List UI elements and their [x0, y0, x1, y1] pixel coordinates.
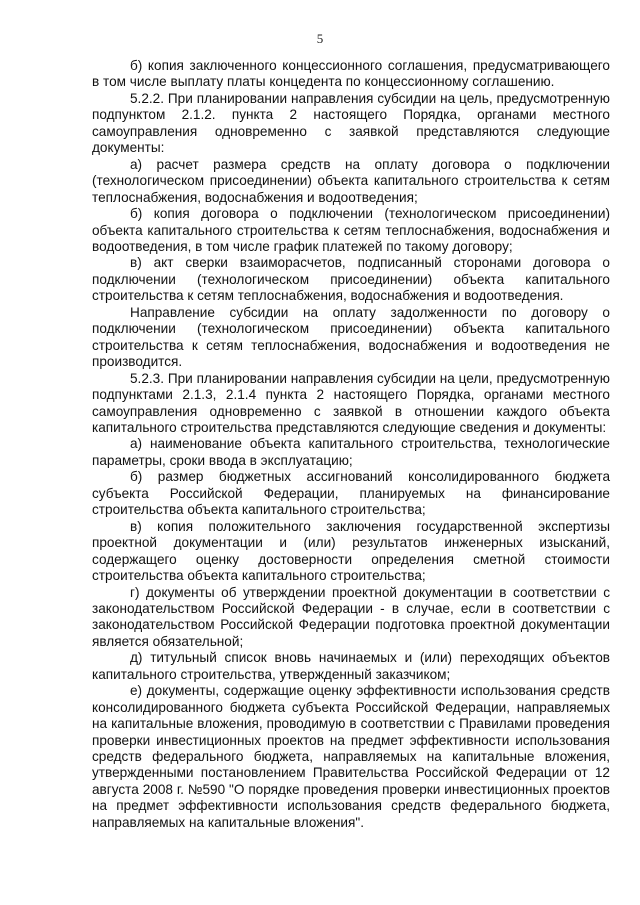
paragraph-v-expertise-copy: в) копия положительного заключения государственной экспертизы проектной документации и (или) результатов инженерных изысканий, содержащего оценку достоверности определения сметной стоимости строительства объекта капитального строительства; [92, 518, 610, 584]
paragraph-5-2-3: 5.2.3. При планировании направления субсидии на цели, предусмотренную подпунктами 2.1.3, 2.1.4 пункта 2 настоящего Порядка, органами местного самоуправления одновременно с заявкой в отношении каждого объекта капитального строительства представляются следующие сведения и документы: [92, 370, 610, 435]
page-number: 5 [316, 31, 324, 46]
paragraph-5-2-2: 5.2.2. При планировании направления субсидии на цель, предусмотренную подпунктом 2.1.2. пункта 2 настоящего Порядка, органами местного самоуправления одновременно с заявкой представляются следующие документы: [92, 90, 610, 156]
paragraph-b-contract-copy: б) копия договора о подключении (технологическом присоединении) объекта капитального строительства к сетям теплоснабжения, водоснабжения и водоотведения, в том числе график платежей по такому договору; [92, 206, 610, 254]
paragraph-a-object-name: а) наименование объекта капитального строительства, технологические параметры, сроки ввода в эксплуатацию; [92, 436, 610, 468]
document-body [92, 58, 610, 831]
paragraph-e-efficiency-documents: е) документы, содержащие оценку эффективности использования средств консолидированного бюджета субъекта Российской Федерации, направляемых на капитальные вложения, проводимую в соответствии с Правилами проведения проверки инвестиционных проектов на предмет эффективности использования средств федерального бюджета, направляемых на капитальные вложения, утвержденными постановлением Правительства Российской Федерации от 12 августа 2008 г. №590 "О порядке проведения проверки инвестиционных проектов на предмет эффективности использования средств федерального бюджета, направляемых на капитальные вложения". [92, 683, 610, 830]
paragraph-b-budget-size: б) размер бюджетных ассигнований консолидированного бюджета субъекта Российской Федерации, планируемых на финансирование строительства объекта капитального строительства; [92, 469, 610, 518]
paragraph-b-concession-copy: б) копия заключенного концессионного соглашения, предусматривающего в том числе выплату платы концедента по концессионному соглашению. [92, 58, 610, 90]
paragraph-v-reconciliation-act: в) акт сверки взаиморасчетов, подписанный сторонами договора о подключении (технологическом присоединении) объекта капитального строительства к сетям теплоснабжения, водоснабжения и водоотведения. [92, 255, 610, 304]
paragraph-debt-note: Направление субсидии на оплату задолженности по договору о подключении (технологическом присоединении) объекта капитального строительства к сетям теплоснабжения, водоснабжения и водоотведения не производится. [92, 304, 610, 370]
paragraph-d-title-list: д) титульный список вновь начинаемых и (или) переходящих объектов капитального строительства, утвержденный заказчиком; [92, 650, 610, 682]
paragraph-a-cost-calculation: а) расчет размера средств на оплату договора о подключении (технологическом присоединении) объекта капитального строительства к сетям теплоснабжения, водоснабжения и водоотведения; [92, 156, 610, 205]
paragraph-g-project-approval: г) документы об утверждении проектной документации в соответствии с законодательством Российской Федерации - в случае, если в соответствии с законодательством Российской Федерации подготовка проектной документации является обязательной; [92, 584, 610, 649]
